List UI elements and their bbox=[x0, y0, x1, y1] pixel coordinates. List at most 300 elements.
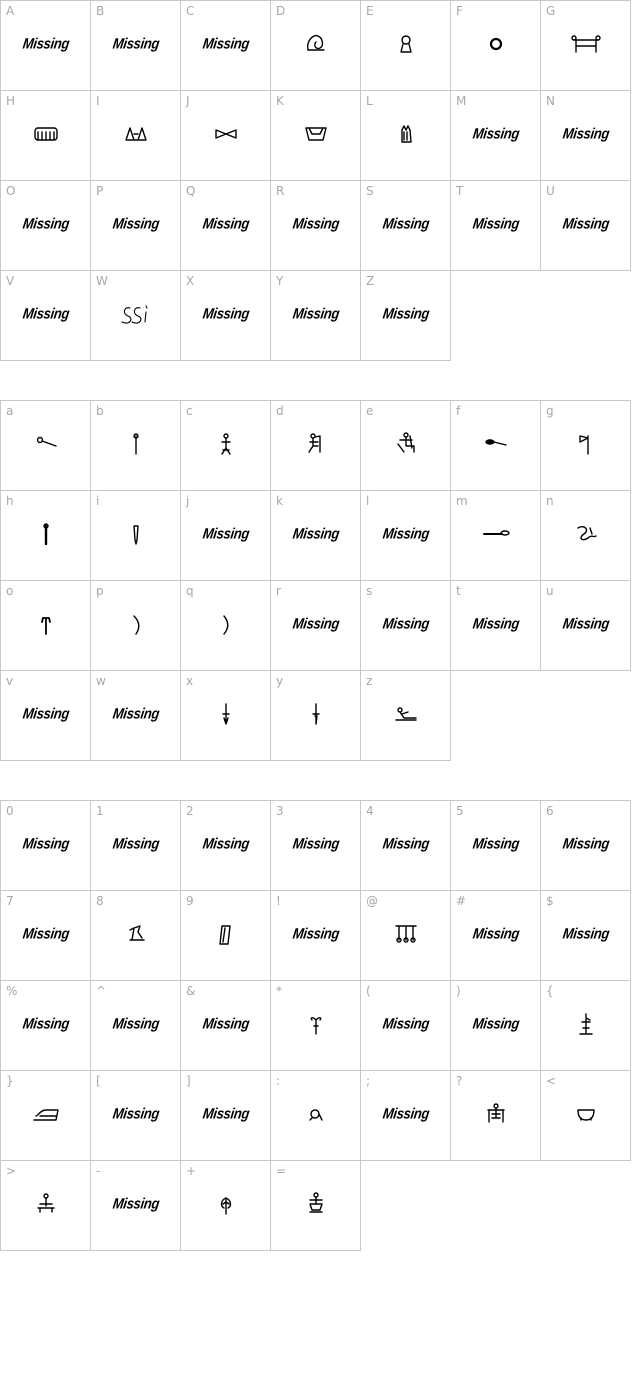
glyph-cell bbox=[271, 981, 361, 1071]
glyph-cell bbox=[271, 400, 361, 491]
glyph-cell-label: ) bbox=[456, 984, 461, 998]
knot-icon bbox=[386, 26, 426, 60]
reclining-figure-icon bbox=[386, 696, 426, 730]
glyph-cell-label: 4 bbox=[366, 804, 374, 818]
glyph-cell-label: G bbox=[546, 4, 556, 18]
script-ssi-icon bbox=[116, 296, 156, 330]
glyph-cell-label: l bbox=[366, 494, 370, 508]
stand-icon bbox=[541, 13, 631, 73]
arc-left-icon bbox=[91, 593, 181, 653]
glyph-cell bbox=[0, 1161, 91, 1251]
twin-peaks-icon bbox=[116, 116, 156, 150]
missing-glyph-placeholder bbox=[541, 193, 631, 253]
uppercase-section bbox=[0, 0, 640, 361]
glyph-cell bbox=[451, 491, 541, 581]
missing-glyph-placeholder bbox=[451, 103, 541, 163]
bird-figure-icon bbox=[271, 413, 361, 473]
missing-glyph-placeholder bbox=[361, 593, 451, 653]
missing-glyph-placeholder bbox=[271, 593, 361, 653]
glyph-cell-label: ? bbox=[456, 1074, 463, 1088]
missing-glyph-placeholder bbox=[1, 903, 91, 963]
glyph-cell bbox=[181, 400, 271, 491]
symbols-glyph-grid bbox=[0, 800, 640, 1251]
glyph-cell bbox=[361, 581, 451, 671]
glyph-cell-label: < bbox=[546, 1074, 557, 1088]
bird-figure-icon bbox=[296, 426, 336, 460]
missing-glyph-text: Missing bbox=[381, 524, 431, 542]
glyph-cell-label: 6 bbox=[546, 804, 554, 818]
glyph-cell bbox=[271, 1161, 361, 1251]
glyph-cell-label: + bbox=[186, 1164, 197, 1178]
missing-glyph-placeholder bbox=[271, 503, 361, 563]
glyph-cell bbox=[181, 1161, 271, 1251]
glyph-cell-label: m bbox=[456, 494, 468, 508]
glyph-cell-label: J bbox=[186, 94, 190, 108]
missing-glyph-placeholder bbox=[91, 1173, 181, 1233]
glyph-cell bbox=[181, 181, 271, 271]
glyph-cell-label: s bbox=[366, 584, 373, 598]
paddle-icon bbox=[451, 503, 541, 563]
arc-right-icon bbox=[181, 593, 271, 653]
glyph-cell bbox=[91, 981, 181, 1071]
glyph-cell-label: ] bbox=[186, 1074, 191, 1088]
missing-glyph-text: Missing bbox=[21, 214, 71, 232]
altar-figure-icon bbox=[26, 1186, 66, 1220]
glyph-cell bbox=[451, 91, 541, 181]
lamp-icon bbox=[566, 1006, 606, 1040]
glyph-cell bbox=[271, 0, 361, 91]
missing-glyph-text: Missing bbox=[201, 1014, 251, 1032]
missing-glyph-placeholder bbox=[361, 283, 451, 343]
glyph-cell-label: B bbox=[96, 4, 105, 18]
flag-icon bbox=[566, 426, 606, 460]
glyph-cell bbox=[451, 981, 541, 1071]
glyph-cell bbox=[91, 491, 181, 581]
glyph-cell bbox=[181, 981, 271, 1071]
glyph-cell bbox=[271, 91, 361, 181]
missing-glyph-placeholder bbox=[181, 283, 271, 343]
glyph-cell-label: = bbox=[276, 1164, 287, 1178]
missing-glyph-text: Missing bbox=[291, 924, 341, 942]
seated-figure-icon bbox=[361, 413, 451, 473]
glyph-cell-label: I bbox=[96, 94, 100, 108]
glyph-cell bbox=[91, 400, 181, 491]
glyph-cell bbox=[91, 181, 181, 271]
glyph-cell-label: 2 bbox=[186, 804, 194, 818]
missing-glyph-text: Missing bbox=[381, 614, 431, 632]
missing-glyph-placeholder bbox=[91, 683, 181, 743]
glyph-cell bbox=[91, 800, 181, 891]
perched-bird-icon bbox=[91, 903, 181, 963]
missing-glyph-placeholder bbox=[361, 193, 451, 253]
missing-glyph-text: Missing bbox=[111, 1014, 161, 1032]
missing-glyph-placeholder bbox=[541, 813, 631, 873]
missing-glyph-text: Missing bbox=[291, 524, 341, 542]
glyph-cell bbox=[0, 981, 91, 1071]
glyph-cell bbox=[361, 671, 451, 761]
glyph-cell-label: k bbox=[276, 494, 283, 508]
triple-pillar-icon bbox=[361, 903, 451, 963]
glyph-cell-label: K bbox=[276, 94, 284, 108]
glyph-cell bbox=[451, 181, 541, 271]
glyph-cell bbox=[541, 491, 631, 581]
missing-glyph-text: Missing bbox=[111, 704, 161, 722]
glyph-cell bbox=[451, 0, 541, 91]
glyph-cell bbox=[0, 181, 91, 271]
missing-glyph-text: Missing bbox=[561, 124, 611, 142]
pin-icon bbox=[1, 413, 91, 473]
glyph-cell bbox=[271, 800, 361, 891]
missing-glyph-placeholder bbox=[451, 813, 541, 873]
loop-icon bbox=[271, 1083, 361, 1143]
serpent-icon bbox=[541, 503, 631, 563]
glyph-cell-label: L bbox=[366, 94, 373, 108]
glyph-cell bbox=[181, 891, 271, 981]
peg-icon bbox=[26, 516, 66, 550]
glyph-cell bbox=[541, 1071, 631, 1161]
missing-glyph-text: Missing bbox=[111, 34, 161, 52]
glyph-cell bbox=[181, 1071, 271, 1161]
glyph-cell-label: & bbox=[186, 984, 196, 998]
glyph-cell-label: * bbox=[276, 984, 282, 998]
glyph-cell-label: p bbox=[96, 584, 104, 598]
uppercase-glyph-grid bbox=[0, 0, 640, 361]
paddle-icon bbox=[476, 516, 516, 550]
missing-glyph-text: Missing bbox=[21, 924, 71, 942]
spoon-icon bbox=[451, 413, 541, 473]
missing-glyph-text: Missing bbox=[21, 834, 71, 852]
reed-icon bbox=[26, 606, 66, 640]
missing-glyph-placeholder bbox=[91, 993, 181, 1053]
hand-icon bbox=[386, 116, 426, 150]
glyph-cell bbox=[0, 91, 91, 181]
glyph-cell-label: r bbox=[276, 584, 281, 598]
missing-glyph-text: Missing bbox=[291, 304, 341, 322]
glyph-cell bbox=[181, 581, 271, 671]
missing-glyph-text: Missing bbox=[21, 704, 71, 722]
shrine-figure-icon bbox=[451, 1083, 541, 1143]
missing-glyph-placeholder bbox=[1, 993, 91, 1053]
missing-glyph-placeholder bbox=[361, 813, 451, 873]
glyph-cell bbox=[271, 891, 361, 981]
missing-glyph-text: Missing bbox=[381, 304, 431, 322]
glyph-cell bbox=[451, 891, 541, 981]
glyph-cell-label: a bbox=[6, 404, 14, 418]
glyph-cell bbox=[541, 400, 631, 491]
glyph-cell-label: c bbox=[186, 404, 193, 418]
missing-glyph-placeholder bbox=[181, 993, 271, 1053]
glyph-cell-label: g bbox=[546, 404, 554, 418]
sprout-icon bbox=[296, 1006, 336, 1040]
missing-glyph-text: Missing bbox=[111, 834, 161, 852]
figure-icon bbox=[206, 426, 246, 460]
glyph-cell bbox=[91, 271, 181, 361]
missing-glyph-placeholder bbox=[271, 903, 361, 963]
ring-icon bbox=[451, 13, 541, 73]
glyph-cell-label: ( bbox=[366, 984, 371, 998]
bow-tie-icon bbox=[181, 103, 271, 163]
missing-glyph-placeholder bbox=[181, 813, 271, 873]
missing-glyph-text: Missing bbox=[561, 834, 611, 852]
glyph-cell-label: V bbox=[6, 274, 15, 288]
glyph-cell bbox=[541, 981, 631, 1071]
hand-icon bbox=[361, 103, 451, 163]
glyph-cell bbox=[91, 1161, 181, 1251]
bowl-icon bbox=[541, 1083, 631, 1143]
missing-glyph-placeholder bbox=[451, 993, 541, 1053]
glyph-cell-label: x bbox=[186, 674, 194, 688]
glyph-cell bbox=[271, 581, 361, 671]
glyph-cell bbox=[451, 800, 541, 891]
reed-icon bbox=[1, 593, 91, 653]
glyph-cell bbox=[361, 400, 451, 491]
glyph-cell-label: { bbox=[546, 984, 554, 998]
blade-icon bbox=[116, 516, 156, 550]
missing-glyph-text: Missing bbox=[561, 614, 611, 632]
glyph-cell-label: [ bbox=[96, 1074, 101, 1088]
glyph-cell-label: y bbox=[276, 674, 284, 688]
glyph-cell bbox=[271, 491, 361, 581]
sledge-icon bbox=[26, 1096, 66, 1130]
glyph-cell-label: v bbox=[6, 674, 14, 688]
glyph-cell bbox=[91, 671, 181, 761]
glyph-cell-label: 1 bbox=[96, 804, 104, 818]
peg-icon bbox=[1, 503, 91, 563]
glyph-cell bbox=[0, 800, 91, 891]
glyph-cell-label: ; bbox=[366, 1074, 371, 1088]
glyph-cell-label: t bbox=[456, 584, 461, 598]
missing-glyph-placeholder bbox=[541, 903, 631, 963]
glyph-cell-label: A bbox=[6, 4, 15, 18]
glyph-cell-label: $ bbox=[546, 894, 554, 908]
glyph-cell bbox=[271, 1071, 361, 1161]
glyph-cell bbox=[91, 581, 181, 671]
dagger-icon bbox=[206, 696, 246, 730]
glyph-cell-label: 5 bbox=[456, 804, 464, 818]
glyph-cell-label: D bbox=[276, 4, 286, 18]
seated-figure-icon bbox=[386, 426, 426, 460]
glyph-cell-label: } bbox=[6, 1074, 14, 1088]
staff-icon bbox=[116, 426, 156, 460]
glyph-cell-label: R bbox=[276, 184, 285, 198]
glyph-cell-label: - bbox=[96, 1164, 101, 1178]
missing-glyph-placeholder bbox=[451, 193, 541, 253]
glyph-cell-label: i bbox=[96, 494, 100, 508]
glyph-cell bbox=[0, 0, 91, 91]
glyph-cell bbox=[451, 1071, 541, 1161]
glyph-cell bbox=[361, 891, 451, 981]
glyph-cell bbox=[361, 0, 451, 91]
missing-glyph-placeholder bbox=[91, 13, 181, 73]
missing-glyph-text: Missing bbox=[471, 124, 521, 142]
glyph-cell bbox=[181, 271, 271, 361]
arc-left-icon bbox=[116, 606, 156, 640]
coil-icon bbox=[271, 13, 361, 73]
missing-glyph-text: Missing bbox=[471, 1014, 521, 1032]
missing-glyph-text: Missing bbox=[111, 1104, 161, 1122]
blade-icon bbox=[91, 503, 181, 563]
glyph-cell bbox=[0, 400, 91, 491]
triple-pillar-icon bbox=[386, 916, 426, 950]
glyph-cell bbox=[541, 181, 631, 271]
missing-glyph-text: Missing bbox=[561, 214, 611, 232]
glyph-cell-label: E bbox=[366, 4, 374, 18]
flag-icon bbox=[541, 413, 631, 473]
serpent-icon bbox=[566, 516, 606, 550]
glyph-cell bbox=[361, 491, 451, 581]
missing-glyph-placeholder bbox=[271, 813, 361, 873]
missing-glyph-text: Missing bbox=[201, 214, 251, 232]
glyph-cell-label: 3 bbox=[276, 804, 284, 818]
symbols-section bbox=[0, 800, 640, 1251]
missing-glyph-text: Missing bbox=[381, 1104, 431, 1122]
missing-glyph-text: Missing bbox=[291, 214, 341, 232]
missing-glyph-text: Missing bbox=[201, 524, 251, 542]
missing-glyph-placeholder bbox=[541, 593, 631, 653]
glyph-cell-label: Q bbox=[186, 184, 196, 198]
glyph-cell bbox=[271, 671, 361, 761]
glyph-cell-label: 9 bbox=[186, 894, 194, 908]
missing-glyph-placeholder bbox=[361, 1083, 451, 1143]
missing-glyph-text: Missing bbox=[201, 34, 251, 52]
glyph-cell bbox=[541, 581, 631, 671]
bowl-icon bbox=[566, 1096, 606, 1130]
glyph-cell bbox=[541, 91, 631, 181]
basket-icon bbox=[271, 103, 361, 163]
glyph-cell-label: w bbox=[96, 674, 106, 688]
sword-icon bbox=[296, 696, 336, 730]
glyph-cell bbox=[271, 181, 361, 271]
glyph-cell bbox=[0, 891, 91, 981]
feather-icon bbox=[206, 1186, 246, 1220]
glyph-cell-label: q bbox=[186, 584, 194, 598]
glyph-cell bbox=[181, 800, 271, 891]
ring-icon bbox=[476, 26, 516, 60]
glyph-cell-label: O bbox=[6, 184, 16, 198]
missing-glyph-placeholder bbox=[1, 193, 91, 253]
lowercase-glyph-grid bbox=[0, 400, 640, 761]
glyph-cell bbox=[181, 671, 271, 761]
glyph-cell bbox=[0, 671, 91, 761]
glyph-cell bbox=[541, 891, 631, 981]
glyph-cell-label: @ bbox=[366, 894, 378, 908]
knot-icon bbox=[361, 13, 451, 73]
glyph-cell-label: 7 bbox=[6, 894, 14, 908]
missing-glyph-placeholder bbox=[1, 13, 91, 73]
tablet-icon bbox=[206, 916, 246, 950]
glyph-cell-label: F bbox=[456, 4, 463, 18]
twin-peaks-icon bbox=[91, 103, 181, 163]
glyph-cell bbox=[181, 0, 271, 91]
script-ssi-icon bbox=[91, 283, 181, 343]
glyph-cell-label: h bbox=[6, 494, 14, 508]
glyph-cell bbox=[451, 581, 541, 671]
dagger-icon bbox=[181, 683, 271, 743]
missing-glyph-placeholder bbox=[91, 1083, 181, 1143]
missing-glyph-text: Missing bbox=[201, 1104, 251, 1122]
missing-glyph-text: Missing bbox=[201, 834, 251, 852]
glyph-cell-label: ^ bbox=[96, 984, 107, 998]
glyph-cell-label: d bbox=[276, 404, 284, 418]
missing-glyph-text: Missing bbox=[381, 834, 431, 852]
missing-glyph-text: Missing bbox=[111, 214, 161, 232]
glyph-cell bbox=[0, 1071, 91, 1161]
missing-glyph-text: Missing bbox=[471, 924, 521, 942]
glyph-cell-label: C bbox=[186, 4, 195, 18]
missing-glyph-placeholder bbox=[271, 193, 361, 253]
missing-glyph-placeholder bbox=[271, 283, 361, 343]
glyph-cell bbox=[91, 1071, 181, 1161]
glyph-cell-label: W bbox=[96, 274, 108, 288]
missing-glyph-placeholder bbox=[181, 503, 271, 563]
glyph-cell-label: j bbox=[186, 494, 190, 508]
missing-glyph-text: Missing bbox=[471, 214, 521, 232]
missing-glyph-placeholder bbox=[1, 683, 91, 743]
glyph-cell bbox=[181, 491, 271, 581]
glyph-cell-label: ! bbox=[276, 894, 281, 908]
perched-bird-icon bbox=[116, 916, 156, 950]
glyph-cell bbox=[0, 491, 91, 581]
missing-glyph-placeholder bbox=[91, 193, 181, 253]
lowercase-section bbox=[0, 400, 640, 761]
coil-icon bbox=[296, 26, 336, 60]
glyph-cell-label: P bbox=[96, 184, 104, 198]
sword-icon bbox=[271, 683, 361, 743]
glyph-cell bbox=[181, 91, 271, 181]
loop-icon bbox=[296, 1096, 336, 1130]
glyph-cell bbox=[91, 91, 181, 181]
missing-glyph-placeholder bbox=[451, 593, 541, 653]
glyph-cell-label: o bbox=[6, 584, 14, 598]
glyph-cell-label: 0 bbox=[6, 804, 14, 818]
missing-glyph-text: Missing bbox=[21, 34, 71, 52]
missing-glyph-text: Missing bbox=[291, 834, 341, 852]
missing-glyph-placeholder bbox=[91, 813, 181, 873]
glyph-cell bbox=[361, 91, 451, 181]
glyph-cell bbox=[0, 581, 91, 671]
glyph-cell-label: H bbox=[6, 94, 16, 108]
reclining-figure-icon bbox=[361, 683, 451, 743]
missing-glyph-text: Missing bbox=[381, 1014, 431, 1032]
glyph-cell-label: S bbox=[366, 184, 374, 198]
missing-glyph-placeholder bbox=[541, 103, 631, 163]
glyph-cell-label: f bbox=[456, 404, 461, 418]
missing-glyph-text: Missing bbox=[471, 834, 521, 852]
comb-icon bbox=[26, 116, 66, 150]
missing-glyph-text: Missing bbox=[111, 1194, 161, 1212]
missing-glyph-placeholder bbox=[181, 13, 271, 73]
glyph-cell-label: > bbox=[6, 1164, 17, 1178]
glyph-cell-label: M bbox=[456, 94, 467, 108]
tablet-icon bbox=[181, 903, 271, 963]
comb-icon bbox=[1, 103, 91, 163]
glyph-cell-label: Z bbox=[366, 274, 375, 288]
sprout-icon bbox=[271, 993, 361, 1053]
glyph-cell-label: # bbox=[456, 894, 467, 908]
glyph-cell-label: z bbox=[366, 674, 373, 688]
shrine-figure-icon bbox=[476, 1096, 516, 1130]
missing-glyph-placeholder bbox=[181, 193, 271, 253]
glyph-cell bbox=[541, 800, 631, 891]
glyph-cell-label: T bbox=[456, 184, 464, 198]
pin-icon bbox=[26, 426, 66, 460]
missing-glyph-text: Missing bbox=[291, 614, 341, 632]
missing-glyph-placeholder bbox=[451, 903, 541, 963]
figure-icon bbox=[181, 413, 271, 473]
spoon-icon bbox=[476, 426, 516, 460]
glyph-cell bbox=[361, 981, 451, 1071]
missing-glyph-text: Missing bbox=[381, 214, 431, 232]
